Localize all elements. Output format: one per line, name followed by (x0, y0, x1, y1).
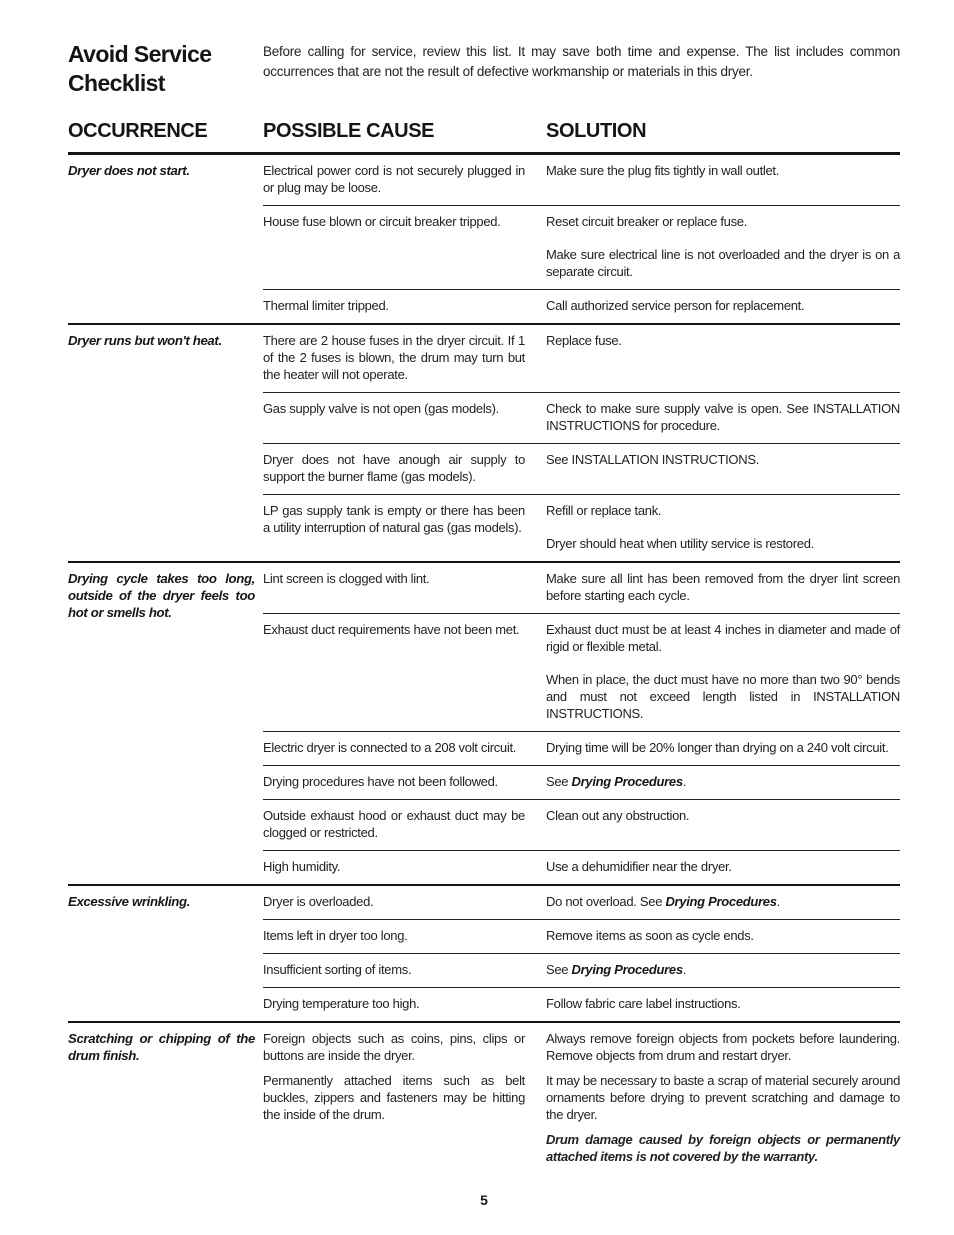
table-row (263, 325, 900, 392)
table-row (263, 289, 900, 323)
column-header-possible-cause: POSSIBLE CAUSE (263, 120, 435, 142)
solution-paragraph: Always remove foreign objects from pockets before laundering. Remove objects from drum and restart dryer. (546, 1031, 900, 1063)
solution-cell (546, 570, 900, 604)
cause-cell (263, 773, 525, 790)
cause-cell (263, 927, 525, 944)
cause-paragraph: Drying temperature too high. (263, 996, 420, 1011)
solution-cell (546, 297, 900, 314)
cause-cell (263, 332, 525, 383)
solution-cell (546, 927, 900, 944)
table-row (263, 987, 900, 1021)
cause-paragraph: Dryer does not have anough air supply to support the burner flame (gas models). (263, 452, 525, 484)
section-dryer-does-not-start (68, 155, 900, 323)
solution-paragraph: Follow fabric care label instructions. (546, 996, 741, 1011)
solution-cell (546, 1030, 900, 1165)
column-header-solution: SOLUTION (546, 120, 647, 142)
solution-paragraph: Drying time will be 20% longer than drying on a 240 volt circuit. (546, 740, 889, 755)
solution-paragraph (546, 961, 900, 978)
cause-paragraph: Gas supply valve is not open (gas models). (263, 401, 499, 416)
table-row (263, 765, 900, 799)
cause-paragraph: Lint screen is clogged with lint. (263, 571, 430, 586)
solution-text: Do not overload. See (546, 894, 666, 909)
solution-cell (546, 162, 900, 196)
table-row (263, 494, 900, 561)
cause-cell (263, 807, 525, 841)
solution-cell (546, 858, 900, 875)
solution-paragraph (546, 773, 900, 790)
table-row (263, 886, 900, 919)
table-row (263, 731, 900, 765)
table-row (263, 613, 900, 731)
table-row (263, 443, 900, 494)
table-row (263, 205, 900, 289)
occurrence-cell: Scratching or chipping of the drum finish. (68, 1031, 255, 1063)
cause-paragraph: Electrical power cord is not securely plugged in or plug may be loose. (263, 163, 525, 195)
cause-paragraph: Exhaust duct requirements have not been met. (263, 622, 520, 637)
table-row (263, 155, 900, 205)
solution-reference: Drying Procedures (571, 774, 683, 789)
intro-text: Before calling for service, review this list. It may save both time and expense. The list includes common occurrences that are not the result of defective workmanship or materials in this dryer. (263, 44, 900, 79)
cause-paragraph: Insufficient sorting of items. (263, 962, 412, 977)
section-scratching-or-chipping (68, 1021, 900, 1174)
solution-paragraph: Check to make sure supply valve is open. See INSTALLATION INSTRUCTIONS for procedure. (546, 401, 900, 433)
solution-text: . (682, 962, 687, 977)
solution-paragraph: Make sure electrical line is not overloaded and the dryer is on a separate circuit. (546, 247, 900, 279)
solution-cell (546, 961, 900, 978)
solution-paragraph: Refill or replace tank. (546, 503, 662, 518)
cause-cell (263, 162, 525, 196)
solution-paragraph: Call authorized service person for replacement. (546, 298, 805, 313)
section-excessive-wrinkling (68, 884, 900, 1021)
cause-paragraph: Electric dryer is connected to a 208 volt circuit. (263, 740, 517, 755)
page-number: 5 (480, 1192, 488, 1208)
section-dryer-runs-but-wont-heat (68, 323, 900, 561)
section-rows (263, 155, 900, 323)
solution-text: . (776, 894, 780, 909)
section-rows (263, 886, 900, 1021)
solution-cell (546, 773, 900, 790)
solution-cell (546, 213, 900, 280)
cause-cell (263, 858, 525, 875)
solution-cell (546, 621, 900, 722)
solution-text: See (546, 962, 572, 977)
table-row (263, 919, 900, 953)
cause-cell (263, 893, 525, 910)
solution-paragraph: See INSTALLATION INSTRUCTIONS. (546, 452, 760, 467)
solution-paragraph: Clean out any obstruction. (546, 808, 690, 823)
solution-cell (546, 502, 900, 552)
solution-paragraph: When in place, the duct must have no more than two 90° bends and must not exceed length listed in INSTALLATION INSTRUCTIONS. (546, 672, 900, 721)
solution-paragraph: Remove items as soon as cycle ends. (546, 928, 754, 943)
column-header-occurrence: OCCURRENCE (68, 120, 208, 142)
cause-cell (263, 451, 525, 485)
table-row (263, 850, 900, 884)
table-header-row (68, 120, 900, 155)
solution-paragraph (546, 893, 900, 910)
cause-paragraph: LP gas supply tank is empty or there has been a utility interruption of natural gas (gas models). (263, 503, 525, 535)
solution-paragraph: It may be necessary to baste a scrap of material securely around ornaments before drying to prevent scratching and damage to the dryer. (546, 1073, 900, 1122)
solution-text: See (546, 774, 572, 789)
cause-cell (263, 995, 525, 1012)
cause-paragraph: Drying procedures have not been followed. (263, 774, 498, 789)
occurrence-cell: Excessive wrinkling. (68, 894, 191, 909)
occurrence-cell: Drying cycle takes too long, outside of the dryer feels too hot or smells hot. (68, 571, 255, 620)
cause-cell (263, 621, 525, 722)
solution-cell (546, 451, 900, 485)
solution-reference: Drying Procedures (571, 962, 683, 977)
cause-paragraph: High humidity. (263, 859, 341, 874)
section-rows (263, 563, 900, 884)
solution-cell (546, 739, 900, 756)
page-header (68, 40, 900, 98)
table-row (263, 799, 900, 850)
solution-paragraph: Make sure all lint has been removed from the dryer lint screen before starting each cycle. (546, 571, 900, 603)
cause-cell (263, 961, 525, 978)
cause-cell (263, 213, 525, 280)
table-row (263, 953, 900, 987)
solution-paragraph: Use a dehumidifier near the dryer. (546, 859, 732, 874)
cause-paragraph: There are 2 house fuses in the dryer circuit. If 1 of the 2 fuses is blown, the drum may turn but the heater will not operate. (263, 333, 525, 382)
cause-paragraph: Permanently attached items such as belt buckles, zippers and fasteners may be hitting the inside of the drum. (263, 1073, 525, 1122)
section-drying-cycle-takes-too-long (68, 561, 900, 884)
occurrence-cell: Dryer runs but won't heat. (68, 333, 222, 348)
table-row (263, 1023, 900, 1174)
section-rows (263, 325, 900, 561)
cause-paragraph: Dryer is overloaded. (263, 894, 374, 909)
solution-paragraph: Make sure the plug fits tightly in wall outlet. (546, 163, 780, 178)
solution-reference: Drying Procedures (665, 894, 777, 909)
solution-paragraph: Replace fuse. (546, 333, 622, 348)
solution-paragraph: Dryer should heat when utility service is restored. (546, 536, 814, 551)
cause-cell (263, 1030, 525, 1165)
solution-cell (546, 893, 900, 910)
warranty-note: Drum damage caused by foreign objects or permanently attached items is not covered by the warranty. (546, 1132, 900, 1164)
section-rows (263, 1023, 900, 1174)
cause-paragraph: Thermal limiter tripped. (263, 298, 389, 313)
cause-paragraph: Foreign objects such as coins, pins, clips or buttons are inside the dryer. (263, 1031, 525, 1063)
cause-paragraph: Items left in dryer too long. (263, 928, 408, 943)
cause-paragraph: House fuse blown or circuit breaker tripped. (263, 214, 501, 229)
solution-text: . (682, 774, 687, 789)
cause-cell (263, 502, 525, 552)
solution-cell (546, 332, 900, 383)
page-title: Avoid Service Checklist (68, 41, 212, 96)
solution-cell (546, 995, 900, 1012)
occurrence-cell: Dryer does not start. (68, 163, 190, 178)
solution-cell (546, 807, 900, 841)
table-row (263, 563, 900, 613)
solution-cell (546, 400, 900, 434)
cause-cell (263, 297, 525, 314)
solution-paragraph: Reset circuit breaker or replace fuse. (546, 214, 748, 229)
cause-cell (263, 570, 525, 604)
cause-cell (263, 400, 525, 434)
solution-paragraph: Exhaust duct must be at least 4 inches in diameter and made of rigid or flexible metal. (546, 622, 900, 654)
cause-paragraph: Outside exhaust hood or exhaust duct may be clogged or restricted. (263, 808, 525, 840)
cause-cell (263, 739, 525, 756)
table-row (263, 392, 900, 443)
